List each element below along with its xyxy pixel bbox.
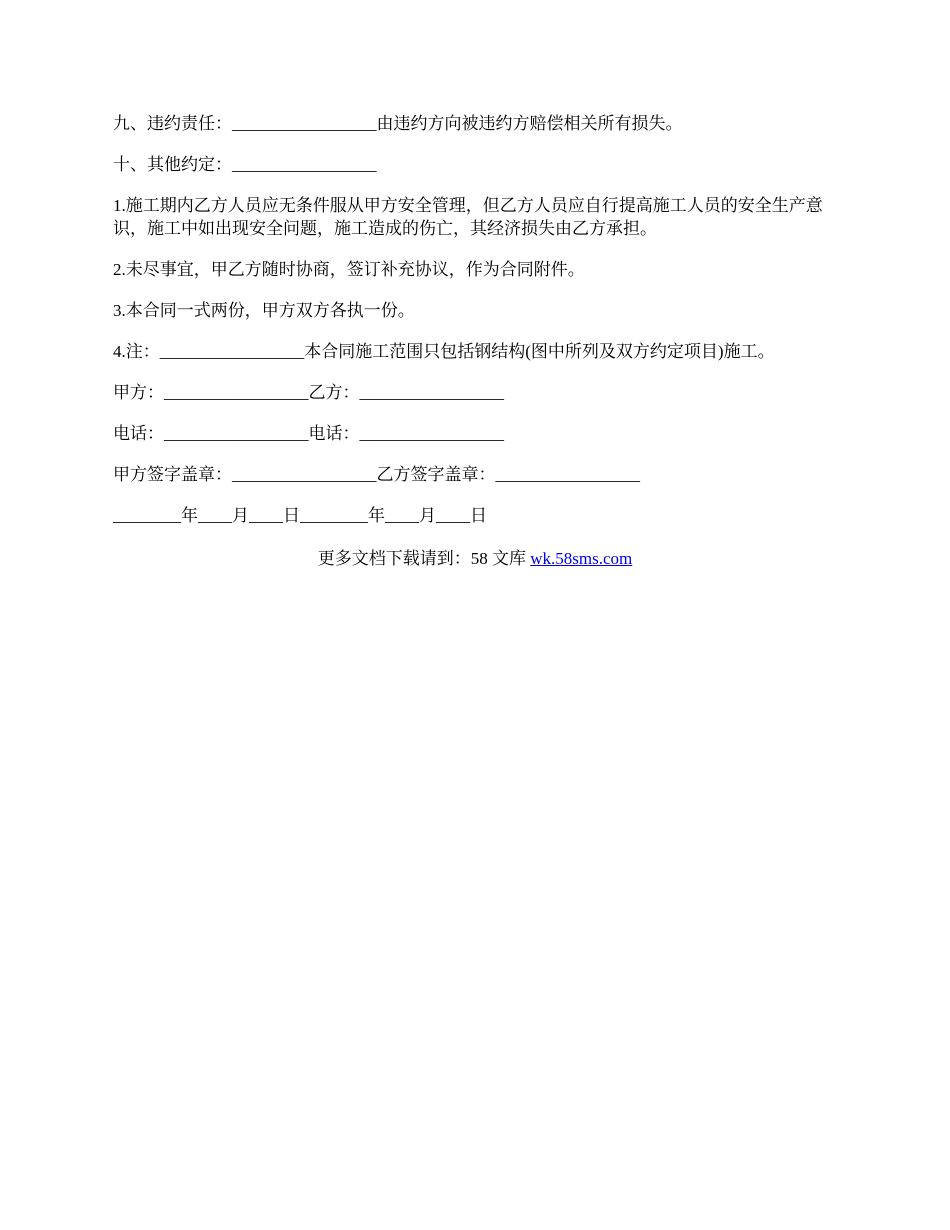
item-2-supplementary: 2.未尽事宜，甲乙方随时协商，签订补充协议，作为合同附件。 (113, 260, 585, 279)
party-names-line: 甲方：_________________乙方：_________________ (113, 383, 504, 402)
footer-prefix: 更多文档下载请到：58 文库 (317, 549, 531, 568)
clause-10-other-agreements: 十、其他约定：_________________ (113, 155, 377, 174)
document-body (113, 112, 838, 545)
footer-download-note (0, 547, 950, 570)
phone-line: 电话：_________________电话：_________________ (113, 424, 504, 443)
item-1-safety: 1.施工期内乙方人员应无条件服从甲方安全管理，但乙方人员应自行提高施工人员的安全生产意识，施工中如出现安全问题，施工造成的伤亡，其经济损失由乙方承担。 (113, 196, 823, 238)
clause-9-breach-liability: 九、违约责任：_________________由违约方向被违约方赔偿相关所有损失。 (113, 114, 683, 133)
date-line: ________年____月____日________年____月____日 (113, 506, 487, 525)
footer-link[interactable]: wk.58sms.com (530, 549, 633, 568)
signature-line: 甲方签字盖章：_________________乙方签字盖章：_________________ (113, 465, 640, 484)
item-3-copies: 3.本合同一式两份，甲方双方各执一份。 (113, 301, 415, 320)
item-4-note: 4.注：_________________本合同施工范围只包括钢结构(图中所列及双方约定项目)施工。 (113, 342, 775, 361)
